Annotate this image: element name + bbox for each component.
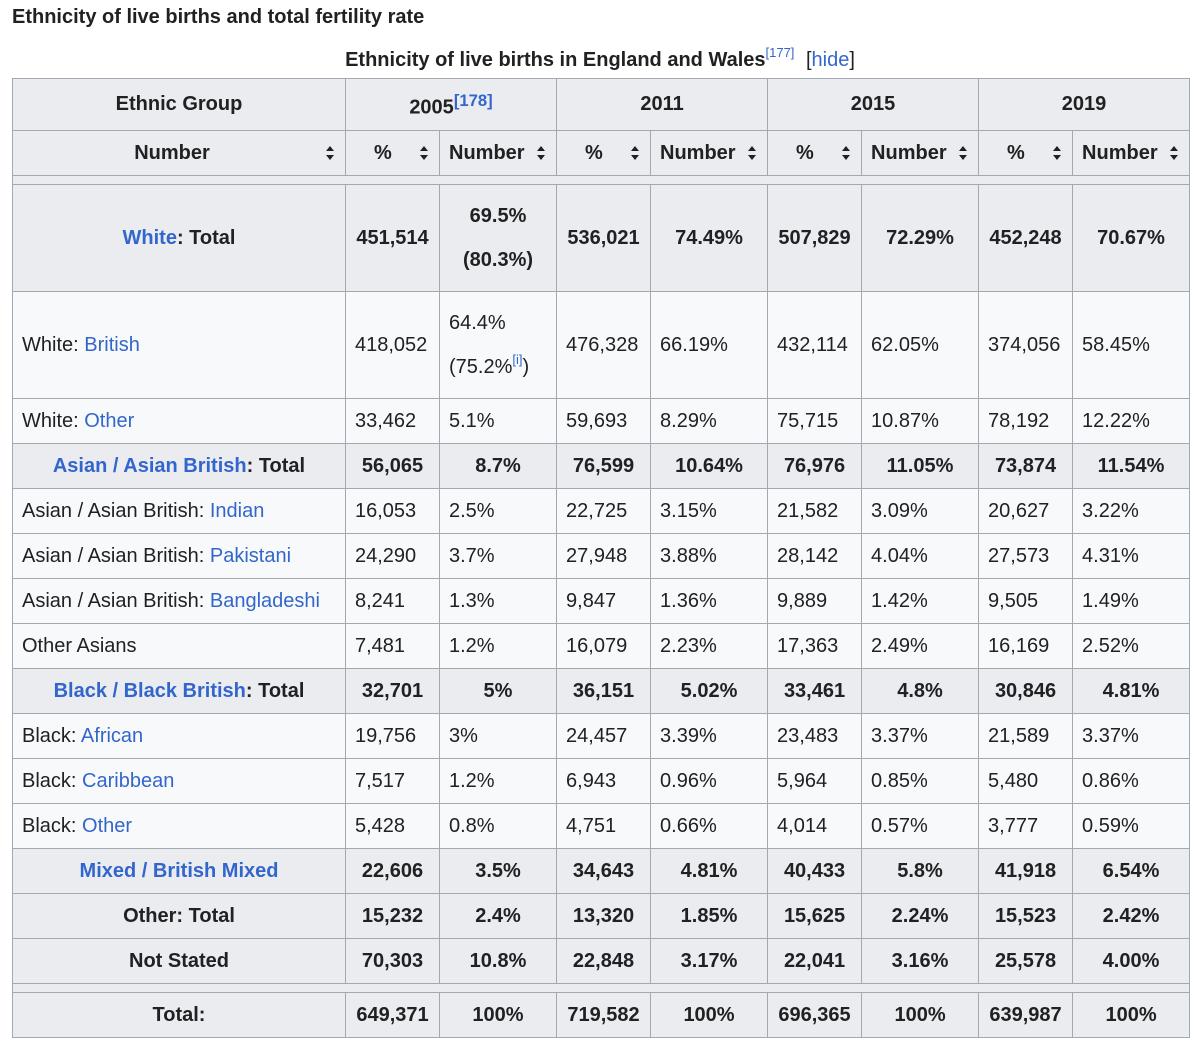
cell: 17,363 [768,623,862,668]
cell: 3.22% [1073,488,1190,533]
cell: 20,627 [979,488,1073,533]
cell: 719,582 [557,992,651,1037]
cell: 33,462 [346,398,440,443]
table-row [13,848,1190,893]
sort-icon [326,146,335,160]
table-row [13,443,1190,488]
cell: 76,599 [557,443,651,488]
table-row [13,578,1190,623]
row-label: Black: African [13,713,346,758]
table-row [13,398,1190,443]
cell: 0.66% [651,803,768,848]
cell: 66.19% [651,291,768,398]
cell: 36,151 [557,668,651,713]
cell: 0.8% [440,803,557,848]
sort-header-percent[interactable]: % [346,130,440,175]
cell: 2.5% [440,488,557,533]
header-row-years [13,79,1190,131]
cell: 1.3% [440,578,557,623]
cell: 72.29% [862,184,979,291]
row-label: Asian / Asian British: Indian [13,488,346,533]
cell: 100% [862,992,979,1037]
sort-icon [748,146,757,160]
cell: 7,517 [346,758,440,803]
cell: 27,573 [979,533,1073,578]
cell: 73,874 [979,443,1073,488]
table-row [13,184,1190,291]
cell: 4.04% [862,533,979,578]
hide-toggle[interactable]: [hide] [805,49,855,71]
year-header-2011: 2011 [557,79,768,131]
cell: 69.5% (80.3%) [440,184,557,291]
sort-header-number[interactable]: Number [13,130,346,175]
table-row [13,758,1190,803]
cell: 40,433 [768,848,862,893]
cell: 9,505 [979,578,1073,623]
cell: 4.81% [1073,668,1190,713]
cell: 3.7% [440,533,557,578]
row-label: Asian / Asian British: Pakistani [13,533,346,578]
cell: 507,829 [768,184,862,291]
cell: 70,303 [346,938,440,983]
cell: 75,715 [768,398,862,443]
row-label [13,848,346,893]
cell: 21,582 [768,488,862,533]
cell: 0.96% [651,758,768,803]
header-row-sort [13,130,1190,175]
cell: 3.5% [440,848,557,893]
cell: 13,320 [557,893,651,938]
cell: 4.00% [1073,938,1190,983]
cell: 30,846 [979,668,1073,713]
cell: 7,481 [346,623,440,668]
cell: 2.23% [651,623,768,668]
cell: 24,290 [346,533,440,578]
cell: 5,964 [768,758,862,803]
cell: 64.4% (75.2%[i]) [440,291,557,398]
cell: 11.54% [1073,443,1190,488]
table-caption [0,46,1200,74]
spacer-row [13,175,1190,184]
cell: 4,751 [557,803,651,848]
row-label: Black: Other [13,803,346,848]
ethnic-group-header: Ethnic Group [13,79,346,131]
cell: 452,248 [979,184,1073,291]
cell: 3.37% [1073,713,1190,758]
cell: 3% [440,713,557,758]
cell: 22,606 [346,848,440,893]
table-row [13,291,1190,398]
cell: 9,847 [557,578,651,623]
row-link[interactable]: Asian / Asian British [52,454,247,477]
cell: 1.49% [1073,578,1190,623]
cell: 8.29% [651,398,768,443]
cell: 0.59% [1073,803,1190,848]
row-link[interactable]: Pakistani [209,544,292,567]
cell: 639,987 [979,992,1073,1037]
table-row [13,533,1190,578]
row-link[interactable]: Other [82,814,133,837]
cell: 16,169 [979,623,1073,668]
sort-header-number[interactable]: Number [651,130,768,175]
sort-icon [1170,146,1179,160]
sort-header-number[interactable]: Number [440,130,557,175]
cell: 8.7% [440,443,557,488]
table-row [13,713,1190,758]
cell: 1.2% [440,623,557,668]
hide-link[interactable]: hide [811,49,850,71]
cell: 3.15% [651,488,768,533]
table-row [13,938,1190,983]
cell: 4.81% [651,848,768,893]
sort-header-percent[interactable]: % [979,130,1073,175]
cell: 58.45% [1073,291,1190,398]
year-header-2019: 2019 [979,79,1190,131]
cell: 418,052 [346,291,440,398]
row-link[interactable]: Indian [209,499,265,522]
cell: 3.17% [651,938,768,983]
cell: 10.64% [651,443,768,488]
sort-icon [959,146,968,160]
cell: 696,365 [768,992,862,1037]
cell: 451,514 [346,184,440,291]
row-link[interactable]: African [80,724,144,747]
sort-header-percent[interactable]: % [768,130,862,175]
births-table [12,78,1190,1038]
cell: 3.16% [862,938,979,983]
cell: 100% [651,992,768,1037]
row-label: Asian / Asian British: Total [13,443,346,488]
sort-icon [537,146,546,160]
cell: 5.8% [862,848,979,893]
table-row [13,488,1190,533]
sort-icon [1053,146,1062,160]
sort-icon [631,146,640,160]
cell: 15,625 [768,893,862,938]
cell: 78,192 [979,398,1073,443]
row-link[interactable]: Mixed / British Mixed [79,859,279,882]
cell: 11.05% [862,443,979,488]
row-link[interactable]: British [84,333,140,356]
cell: 6,943 [557,758,651,803]
row-label: Black / Black British: Total [13,668,346,713]
cell: 3.37% [862,713,979,758]
cell: 74.49% [651,184,768,291]
table-row [13,668,1190,713]
year-ref-link[interactable]: [178] [453,91,493,110]
row-link[interactable]: Caribbean [82,769,175,792]
cell: 5% [440,668,557,713]
row-label: Black: Caribbean [13,758,346,803]
cell: 62.05% [862,291,979,398]
cell: 59,693 [557,398,651,443]
cell: 19,756 [346,713,440,758]
cell: 1.2% [440,758,557,803]
cell: 2.24% [862,893,979,938]
cell: 9,889 [768,578,862,623]
cell: 22,848 [557,938,651,983]
cell: 28,142 [768,533,862,578]
cell: 432,114 [768,291,862,398]
cell: 33,461 [768,668,862,713]
cell: 2.42% [1073,893,1190,938]
cell: 15,523 [979,893,1073,938]
cell: 3.88% [651,533,768,578]
cell: 76,976 [768,443,862,488]
note-ref-link[interactable]: [i] [512,351,523,367]
year-header-2015: 2015 [768,79,979,131]
cell: 70.67% [1073,184,1190,291]
sort-icon [420,146,429,160]
table-row [13,803,1190,848]
cell: 8,241 [346,578,440,623]
sort-header-number[interactable]: Number [1073,130,1190,175]
cell: 23,483 [768,713,862,758]
year-header-2005: 2005[178] [346,79,557,131]
cell: 3.09% [862,488,979,533]
cell: 5.1% [440,398,557,443]
cell: 27,948 [557,533,651,578]
row-label: White: Other [13,398,346,443]
cell: 2.49% [862,623,979,668]
cell: 5,428 [346,803,440,848]
caption-title: Ethnicity of live births in England and Wales [345,49,766,71]
row-link[interactable]: Black / Black British [53,679,246,702]
cell: 41,918 [979,848,1073,893]
cell: 374,056 [979,291,1073,398]
row-label: White: British [13,291,346,398]
cell: 10.8% [440,938,557,983]
cell: 536,021 [557,184,651,291]
cell: 1.85% [651,893,768,938]
cell: 100% [440,992,557,1037]
table-body [13,175,1190,983]
cell: 10.87% [862,398,979,443]
cell: 16,053 [346,488,440,533]
cell: 3,777 [979,803,1073,848]
cell: 12.22% [1073,398,1190,443]
cell: 649,371 [346,992,440,1037]
row-label: White: Total [13,184,346,291]
table-row [13,623,1190,668]
cell: 25,578 [979,938,1073,983]
row-link[interactable]: Bangladeshi [209,589,320,612]
cell: 22,041 [768,938,862,983]
sort-icon [842,146,851,160]
cell: 0.57% [862,803,979,848]
cell: 4,014 [768,803,862,848]
row-label: Not Stated [13,938,346,983]
cell: 2.4% [440,893,557,938]
cell: 0.86% [1073,758,1190,803]
table-row [13,893,1190,938]
cell: 15,232 [346,893,440,938]
cell: 4.31% [1073,533,1190,578]
cell: 6.54% [1073,848,1190,893]
cell: 3.39% [651,713,768,758]
spacer-row [13,983,1190,992]
cell: 1.36% [651,578,768,623]
row-link[interactable]: White [122,226,177,249]
cell: 56,065 [346,443,440,488]
caption-ref-link[interactable]: [177] [765,45,795,60]
cell: 5.02% [651,668,768,713]
cell: 21,589 [979,713,1073,758]
cell: 1.42% [862,578,979,623]
cell: 16,079 [557,623,651,668]
cell: 24,457 [557,713,651,758]
cell: 2.52% [1073,623,1190,668]
cell: 0.85% [862,758,979,803]
cell: 32,701 [346,668,440,713]
footer-label: Total: [13,992,346,1037]
page-heading: Ethnicity of live births and total fertility rate [12,6,425,28]
sort-header-number[interactable]: Number [862,130,979,175]
cell: 5,480 [979,758,1073,803]
sort-header-percent[interactable]: % [557,130,651,175]
cell: 34,643 [557,848,651,893]
row-link[interactable]: Other [84,409,135,432]
row-label: Other Asians [13,623,346,668]
row-label: Asian / Asian British: Bangladeshi [13,578,346,623]
cell: 22,725 [557,488,651,533]
cell: 476,328 [557,291,651,398]
row-label: Other: Total [13,893,346,938]
footer-total-row [13,992,1190,1037]
cell: 4.8% [862,668,979,713]
cell: 100% [1073,992,1190,1037]
